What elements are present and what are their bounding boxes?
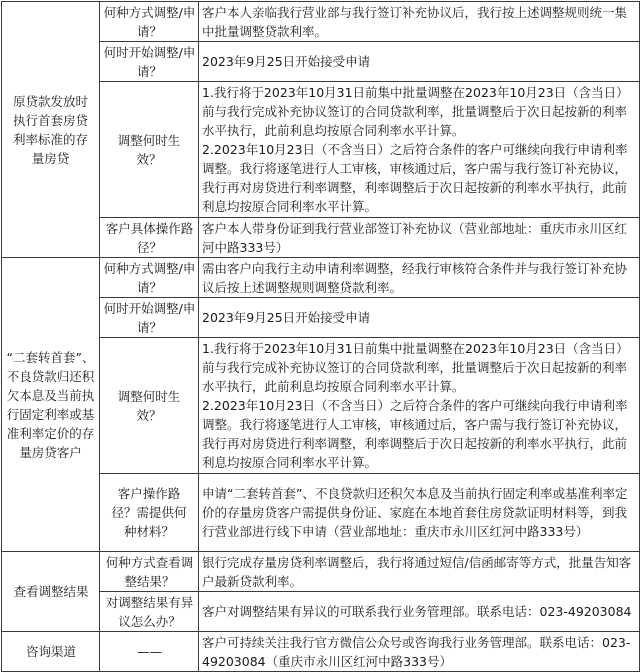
- question-cell: [100, 552, 199, 592]
- question-cell: [100, 258, 199, 298]
- category-cell: [2, 552, 100, 632]
- answer-cell: [199, 474, 640, 552]
- question-label: 对调整结果有异议怎么办？: [105, 594, 194, 629]
- category-label: “二套转首套”、不良贷款归还积欠本息及当前执行固定利率或基准利率定价的存量房贷客户: [6, 349, 95, 460]
- question-label: 何种方式调整/申请？: [103, 4, 196, 39]
- question-label: 客户操作路径？需提供何种材料？: [111, 486, 187, 539]
- category-cell: [2, 632, 100, 672]
- question-cell: [100, 298, 199, 338]
- question-label: 何种方式调整/申请？: [103, 260, 196, 295]
- question-cell: [100, 632, 199, 672]
- answer-text: 客户可持续关注我行官方微信公众号或咨询我行业务管理部。联系电话：023-49203084（重庆市永川区红河中路333号）: [202, 634, 631, 669]
- table-row: [2, 258, 640, 298]
- answer-text: 银行完成存量房贷利率调整后，我行将通过短信/信函邮寄等方式，批量告知客户最新贷款利率。: [202, 554, 632, 589]
- answer-cell: [199, 82, 640, 218]
- question-label: 何时开始调整/申请？: [103, 44, 196, 79]
- answer-cell: [199, 298, 640, 338]
- adjustment-faq-table: [1, 1, 640, 672]
- answer-cell: [199, 218, 640, 258]
- table-row: [2, 552, 640, 592]
- category-cell: [2, 258, 100, 552]
- question-cell: [100, 42, 199, 82]
- question-cell: [100, 338, 199, 474]
- question-cell: [100, 592, 199, 632]
- question-cell: [100, 474, 199, 552]
- question-label: 调整何时生效？: [117, 132, 181, 167]
- answer-text: 需由客户向我行主动申请利率调整，经我行审核符合条件并与我行签订补充协议后按上述调整规则调整贷款利率。: [202, 260, 628, 295]
- answer-cell: [199, 2, 640, 42]
- question-label: 调整何时生效？: [117, 388, 181, 423]
- question-cell: [100, 82, 199, 218]
- table-row: [2, 632, 640, 672]
- category-cell: [2, 2, 100, 258]
- question-label: 何种方式查看调整结果？: [105, 554, 194, 589]
- question-cell: [100, 218, 199, 258]
- question-label: 何时开始调整/申请？: [103, 300, 196, 335]
- question-label: 客户具体操作路径？: [105, 220, 194, 255]
- answer-text: 2023年9月25日开始接受申请: [202, 310, 371, 325]
- answer-cell: [199, 552, 640, 592]
- answer-cell: [199, 632, 640, 672]
- answer-text: 2023年9月25日开始接受申请: [202, 54, 371, 69]
- question-cell: [100, 2, 199, 42]
- answer-text: 客户对调整结果有异议的可联系我行业务管理部。联系电话：023-49203084: [202, 604, 632, 619]
- answer-text: 1.我行将于2023年10月31日前集中批量调整在2023年10月23日（含当日）前与我行完成补充协议签订的合同贷款利率，批量调整后于次日起按新的利率水平执行，此前利息均按原合同利率水平计算。 2.2023年10月23日（不含当日）之后符合条件的客户可继续向我行申请利率调整。我行将逐笔进行人工审核，审核通过后，客户需与我行签订补充协议，我行再对房贷进行利率调整，利率调整后于次日起按新的利率水平执行，此前利息均按原合同利率水平计算。: [202, 341, 629, 470]
- answer-cell: [199, 592, 640, 632]
- question-label: ——: [137, 644, 162, 659]
- answer-cell: [199, 258, 640, 298]
- answer-text: 申请“二套转首套”、不良贷款归还积欠本息及当前执行固定利率或基准利率定价的存量房贷客户需提供身份证、家庭在本地首套住房贷款证明材料等，到我行营业部进行线下申请（营业部地址：重庆市永川区红河中路333号）: [202, 486, 628, 539]
- answer-text: 1.我行将于2023年10月31日前集中批量调整在2023年10月23日（含当日）前与我行完成补充协议签订的合同贷款利率，批量调整后于次日起按新的利率水平执行，此前利息均按原合同利率水平计算。 2.2023年10月23日（不含当日）之后符合条件的客户可继续向我行申请利率调整。我行将逐笔进行人工审核，审核通过后，客户需与我行签订补充协议，我行再对房贷进行利率调整，利率调整后于次日起按新的利率水平执行，此前利息均按原合同利率水平计算。: [202, 85, 629, 214]
- category-label: 咨询渠道: [25, 644, 76, 659]
- category-label: 查看调整结果: [13, 584, 89, 599]
- table-row: [2, 2, 640, 42]
- answer-text: 客户本人带身份证到我行营业部签订补充协议（营业部地址：重庆市永川区红河中路333号）: [202, 220, 628, 255]
- answer-text: 客户本人亲临我行营业部与我行签订补充协议后，我行按上述调整规则统一集中批量调整贷款利率。: [202, 4, 628, 39]
- answer-cell: [199, 338, 640, 474]
- answer-cell: [199, 42, 640, 82]
- category-label: 原贷款发放时执行首套房贷利率标准的存量房贷: [12, 93, 88, 166]
